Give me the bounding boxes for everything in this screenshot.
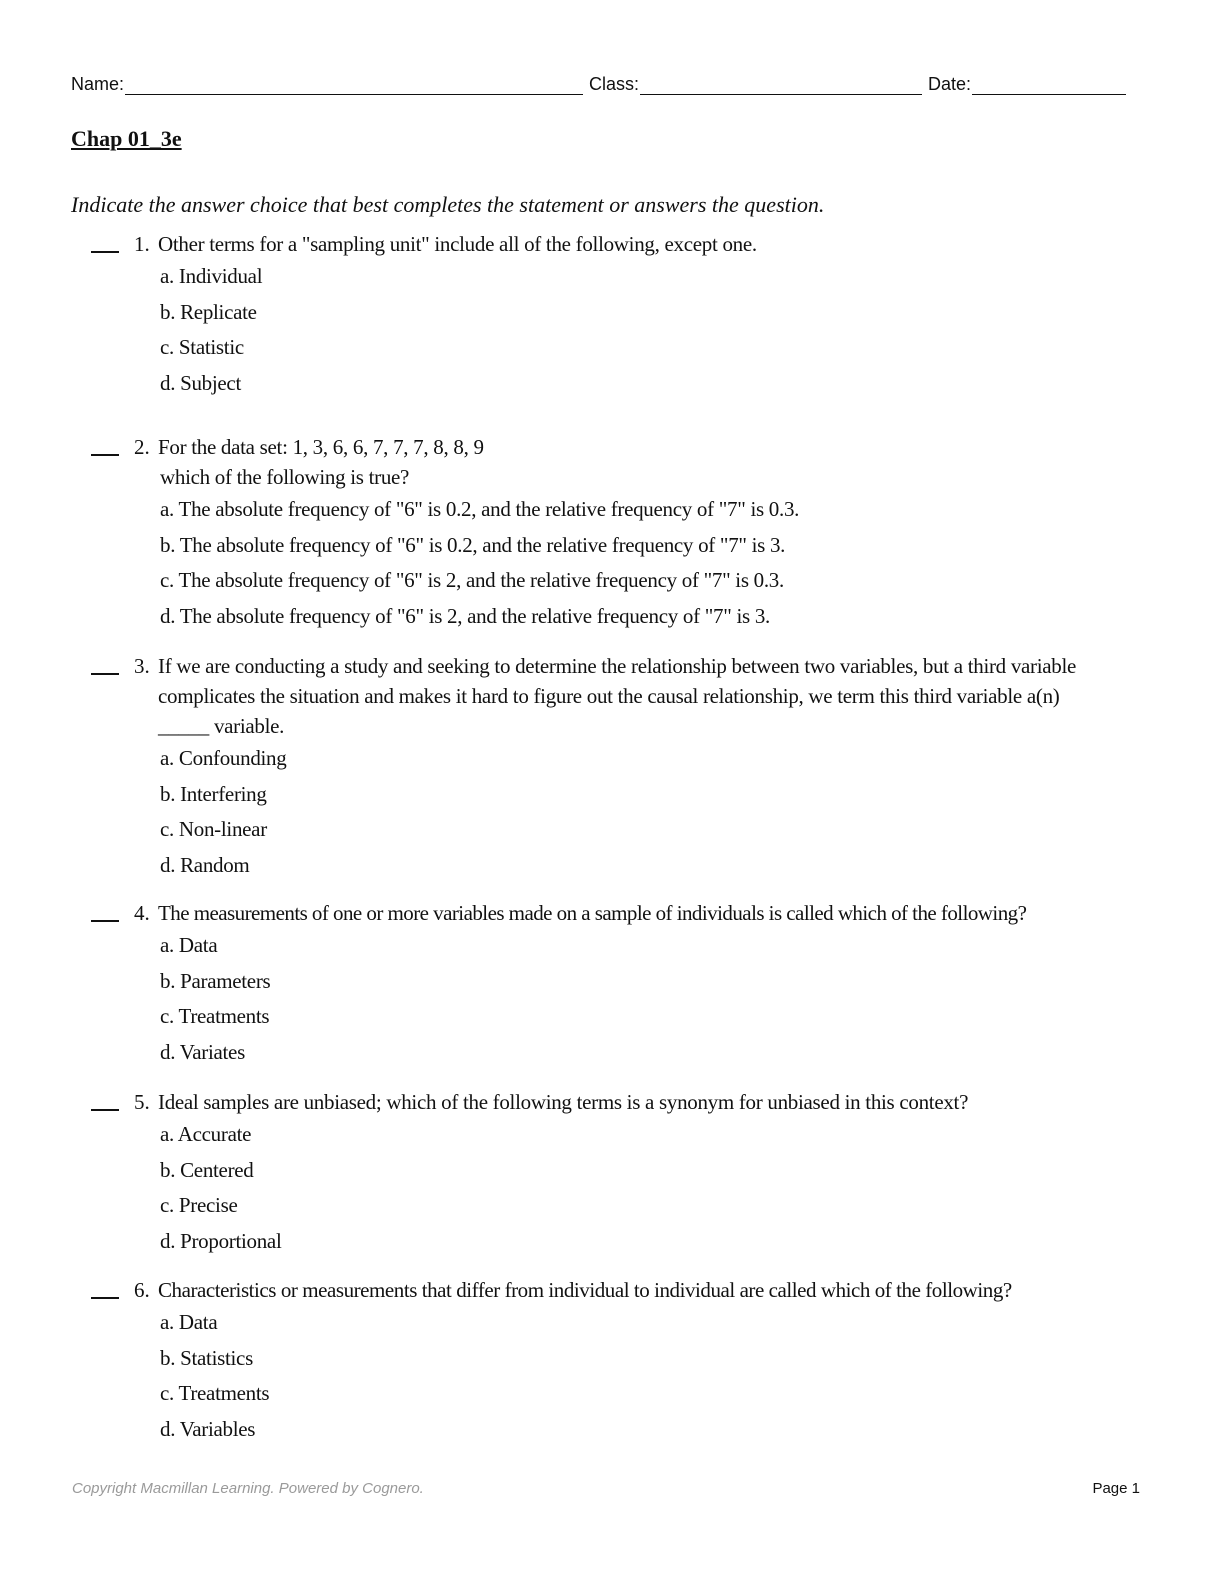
answer-blank xyxy=(91,651,119,675)
option-d: d. Proportional xyxy=(160,1228,282,1253)
question-number: 4. xyxy=(134,901,150,925)
option-b: b. Replicate xyxy=(160,299,257,324)
question-number: 5. xyxy=(134,1090,150,1114)
date-label: Date: xyxy=(928,74,972,94)
option-d: d. Random xyxy=(160,852,250,877)
options-list xyxy=(160,1305,1151,1447)
question-text-continued: which of the following is true? xyxy=(160,465,410,489)
option-c: c. Statistic xyxy=(160,335,244,359)
name-label: Name: xyxy=(71,74,125,94)
answer-blank xyxy=(91,432,119,456)
question-number: 3. xyxy=(134,654,150,678)
option-a: a. Accurate xyxy=(160,1122,252,1146)
class-line xyxy=(640,72,922,95)
option-a: a. Data xyxy=(160,1310,218,1334)
question-text: Characteristics or measurements that differ from individual to individual are called which of the following? xyxy=(158,1278,1012,1302)
class-field xyxy=(589,72,922,95)
option-d: d. Subject xyxy=(160,370,241,395)
option-d: d. Variables xyxy=(160,1416,256,1441)
options-list xyxy=(160,928,1151,1070)
page-number: Page 1 xyxy=(1092,1480,1140,1497)
question-text: If we are conducting a study and seeking to determine the relationship between two variables, but a third variable complicates the situation and makes it hard to figure out the causal relationship, we term this third variable a(n) _____ variable. xyxy=(158,654,1077,738)
question-number: 6. xyxy=(134,1278,150,1302)
class-label: Class: xyxy=(589,74,640,94)
question-4 xyxy=(91,898,1151,1070)
option-c: c. Non-linear xyxy=(160,817,267,841)
option-b: b. The absolute frequency of "6" is 0.2, and the relative frequency of "7" is 3. xyxy=(160,532,786,557)
question-3 xyxy=(91,651,1151,883)
instructions: Indicate the answer choice that best completes the statement or answers the question. xyxy=(71,192,825,217)
copyright-notice: Copyright Macmillan Learning. Powered by Cognero. xyxy=(72,1480,424,1497)
option-c: c. Treatments xyxy=(160,1381,270,1405)
question-text: The measurements of one or more variables made on a sample of individuals is called which of the following? xyxy=(158,901,1027,925)
answer-blank xyxy=(91,1087,119,1111)
question-text: For the data set: 1, 3, 6, 6, 7, 7, 7, 8, 8, 9 xyxy=(158,435,484,459)
chapter-title: Chap 01_3e xyxy=(71,126,182,151)
answer-blank xyxy=(91,229,119,253)
option-d: d. Variates xyxy=(160,1039,245,1064)
option-a: a. The absolute frequency of "6" is 0.2, and the relative frequency of "7" is 0.3. xyxy=(160,497,800,521)
option-c: c. The absolute frequency of "6" is 2, and the relative frequency of "7" is 0.3. xyxy=(160,568,784,592)
option-c: c. Precise xyxy=(160,1193,238,1217)
option-b: b. Statistics xyxy=(160,1345,253,1370)
question-1 xyxy=(91,229,1151,401)
option-a: a. Individual xyxy=(160,264,263,288)
question-5 xyxy=(91,1087,1151,1259)
question-number: 2. xyxy=(134,435,150,459)
option-c: c. Treatments xyxy=(160,1004,270,1028)
question-text: Other terms for a "sampling unit" include all of the following, except one. xyxy=(158,232,757,256)
options-list xyxy=(160,741,1151,883)
options-list xyxy=(160,462,1151,634)
options-list xyxy=(160,1117,1151,1259)
answer-blank xyxy=(91,1275,119,1299)
answer-blank xyxy=(91,898,119,922)
question-number: 1. xyxy=(134,232,150,256)
name-field xyxy=(71,72,583,95)
option-b: b. Centered xyxy=(160,1157,254,1182)
date-line xyxy=(972,72,1126,95)
name-line xyxy=(125,72,583,95)
options-list xyxy=(160,259,1151,401)
student-info-header xyxy=(71,72,1141,95)
option-b: b. Interfering xyxy=(160,781,267,806)
question-6 xyxy=(91,1275,1151,1447)
question-text: Ideal samples are unbiased; which of the following terms is a synonym for unbiased in this context? xyxy=(158,1090,969,1114)
option-d: d. The absolute frequency of "6" is 2, and the relative frequency of "7" is 3. xyxy=(160,603,770,628)
option-a: a. Data xyxy=(160,933,218,957)
date-field xyxy=(928,72,1126,95)
option-a: a. Confounding xyxy=(160,746,287,770)
question-2 xyxy=(91,432,1151,634)
option-b: b. Parameters xyxy=(160,968,271,993)
